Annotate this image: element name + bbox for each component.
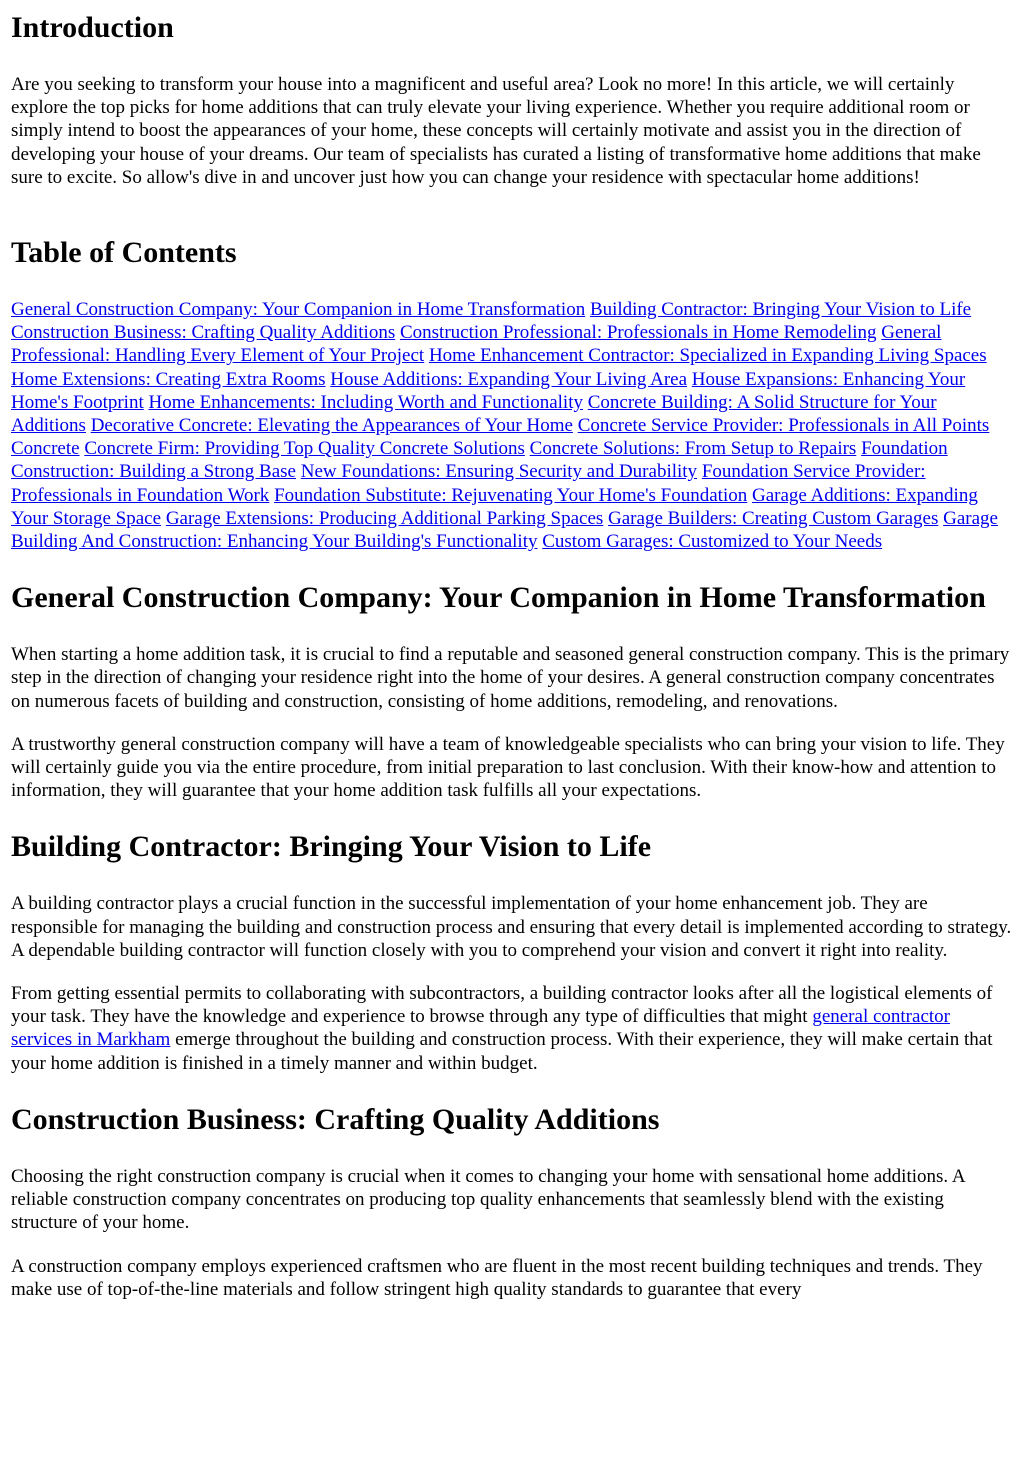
toc-link[interactable]: Concrete Firm: Providing Top Quality Concrete Solutions xyxy=(84,438,525,460)
toc-link[interactable]: General Professional: Handling Every Element of Your Project xyxy=(11,322,942,367)
inline-link-markham[interactable]: general contractor services in Markham xyxy=(11,1006,950,1051)
toc-link[interactable]: General Construction Company: Your Companion in Home Transformation xyxy=(11,299,586,321)
toc-link[interactable]: Garage Building And Construction: Enhancing Your Building's Functionality xyxy=(11,507,998,553)
toc-link[interactable]: Construction Business: Crafting Quality Additions xyxy=(11,322,396,344)
toc-link[interactable]: Concrete Building: A Solid Structure for Your Additions xyxy=(11,391,937,437)
toc-link[interactable]: Foundation Substitute: Rejuvenating Your Home's Foundation xyxy=(274,484,748,506)
section-paragraph xyxy=(11,982,1013,1075)
toc-link[interactable]: Garage Extensions: Producing Additional Parking Spaces xyxy=(165,507,604,529)
toc-link[interactable]: Decorative Concrete: Elevating the Appearances of Your Home xyxy=(90,415,573,437)
toc-heading: Table of Contents xyxy=(11,236,237,270)
paragraph-text: From getting essential permits to collaborating with subcontractors, a building contractor looks after all the logistical elements of your task. They have the knowledge and experience to browse through any type of difficulties that might xyxy=(11,983,993,1028)
toc-link[interactable]: Custom Garages: Customized to Your Needs xyxy=(542,531,883,553)
toc-link[interactable]: Home Extensions: Creating Extra Rooms xyxy=(11,368,326,390)
toc-link[interactable]: House Expansions: Enhancing Your Home's Footprint xyxy=(11,368,966,413)
toc-link[interactable]: Home Enhancement Contractor: Specialized in Expanding Living Spaces xyxy=(428,345,987,367)
paragraph-text: emerge throughout the building and construction process. With their experience, they will make certain that your home addition is finished in a timely manner and within budget. xyxy=(11,1029,993,1074)
section-heading-general-construction: General Construction Company: Your Companion in Home Transformation xyxy=(11,581,986,615)
toc-link[interactable]: Home Enhancements: Including Worth and Functionality xyxy=(148,391,583,413)
section-paragraph: A construction company employs experienced craftsmen who are fluent in the most recent building techniques and trends. They make use of top-of-the-line materials and follow stringent high quality standards to guarantee that every xyxy=(11,1255,983,1300)
section-paragraph: A trustworthy general construction company will have a team of knowledgeable specialists who can bring your vision to life. They will certainly guide you via the entire procedure, from initial preparation to last conclusion. With their know-how and attention to information, they will guarantee that your home addition task fulfills all your expectations. xyxy=(11,733,1005,802)
toc-link[interactable]: Garage Additions: Expanding Your Storage Space xyxy=(11,484,978,529)
article xyxy=(0,11,1024,1301)
section-paragraph: When starting a home addition task, it is crucial to find a reputable and seasoned general construction company. This is the primary step in the direction of changing your residence right into the home of your desires. A general construction company concentrates on numerous facets of building and construction, consisting of home additions, remodeling, and renovations. xyxy=(11,644,1010,712)
toc-link[interactable]: Foundation Construction: Building a Strong Base xyxy=(11,438,948,483)
section-paragraph: Choosing the right construction company is crucial when it comes to changing your home with sensational home additions. A reliable construction company concentrates on producing top quality enhancements that seamlessly blend with the existing structure of your home. xyxy=(11,1165,965,1234)
toc-link[interactable]: Concrete Solutions: From Setup to Repairs xyxy=(529,438,857,460)
toc-link[interactable]: Construction Professional: Professionals in Home Remodeling xyxy=(399,322,877,344)
section-paragraph: A building contractor plays a crucial function in the successful implementation of your home enhancement job. They are responsible for managing the building and construction process and ensuring that every detail is implemented according to strategy. A dependable building contractor will function closely with you to comprehend your vision and convert it right into reality. xyxy=(11,893,1012,961)
toc-link[interactable]: Foundation Service Provider: Professionals in Foundation Work xyxy=(11,461,926,506)
intro-heading: Introduction xyxy=(11,11,174,44)
intro-paragraph: Are you seeking to transform your house into a magnificent and useful area? Look no more! In this article, we will certainly explore the top picks for home additions that can truly elevate your living experience. Whether you require additional room or simply intend to boost the appearances of your home, these concepts will certainly motivate and assist you in the direction of developing your house of your dreams. Our team of specialists has curated a listing of transformative home additions that make sure to excite. So allow's dive in and uncover just how you can change your residence with spectacular home additions! xyxy=(11,74,981,188)
section-heading-building-contractor: Building Contractor: Bringing Your Vision to Life xyxy=(11,830,652,864)
toc-link[interactable]: Building Contractor: Bringing Your Vision to Life xyxy=(589,299,972,321)
section-heading-construction-business: Construction Business: Crafting Quality Additions xyxy=(11,1102,660,1136)
toc-link[interactable]: Concrete Service Provider: Professionals in All Points Concrete xyxy=(11,415,990,460)
toc-link[interactable]: New Foundations: Ensuring Security and Durability xyxy=(300,461,698,483)
table-of-contents xyxy=(11,298,1013,553)
toc-link[interactable]: House Additions: Expanding Your Living Area xyxy=(330,368,688,390)
toc-link[interactable]: Garage Builders: Creating Custom Garages xyxy=(608,507,939,529)
